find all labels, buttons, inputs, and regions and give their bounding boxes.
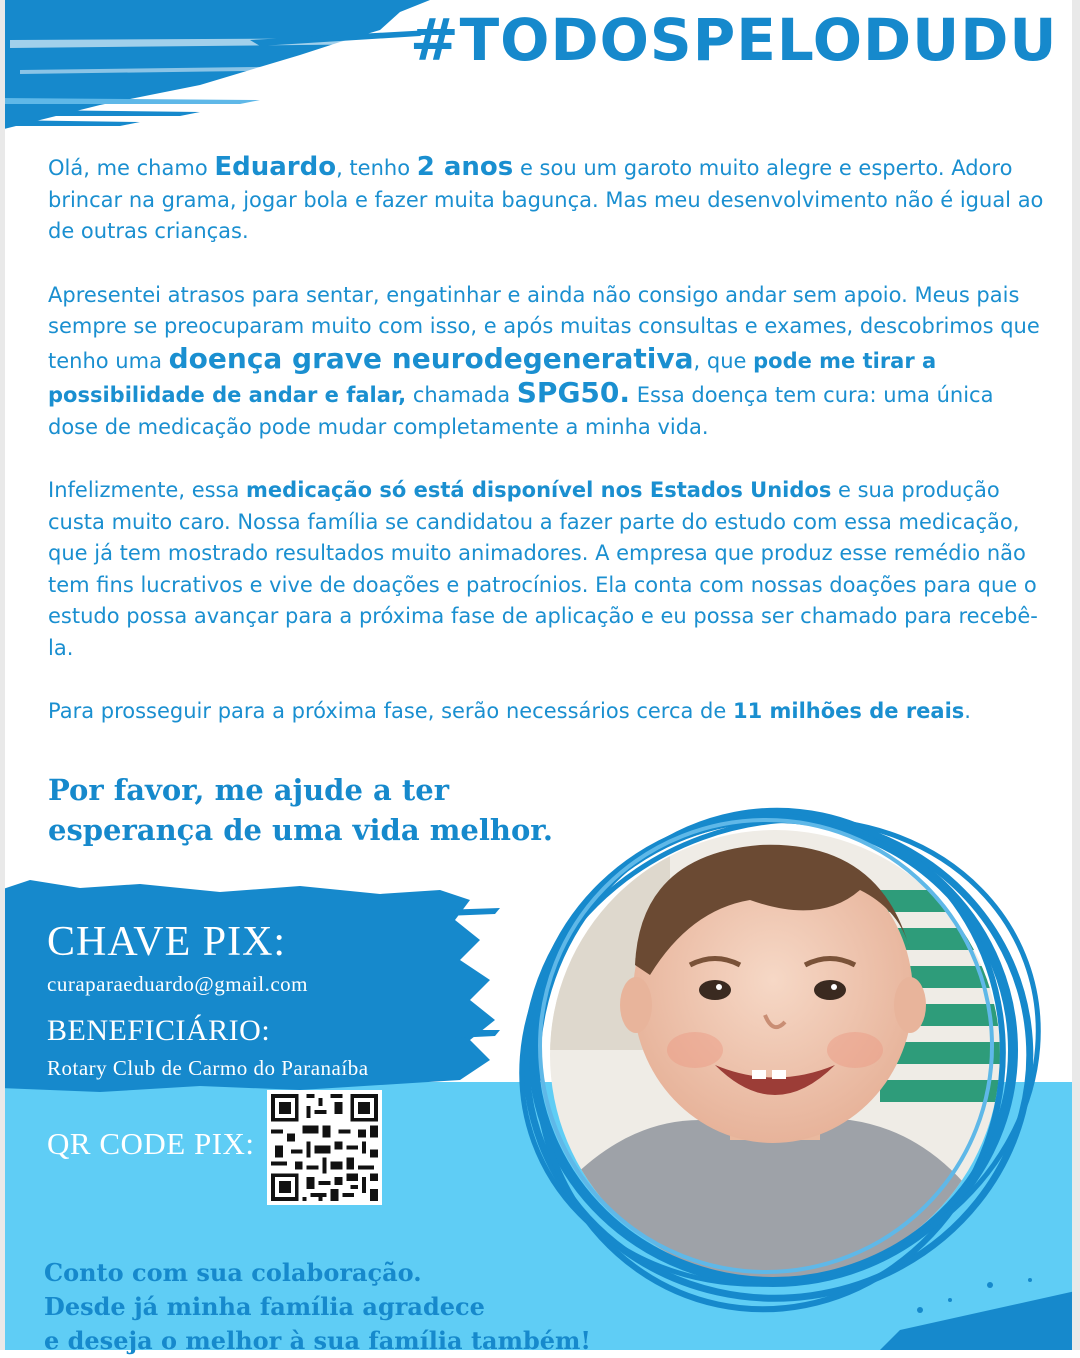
text-span: Olá, me chamo bbox=[48, 156, 215, 180]
pix-key-email[interactable]: curaparaeduardo@gmail.com bbox=[47, 972, 308, 996]
availability-highlight: medicação só está disponível nos Estados Unidos bbox=[246, 478, 832, 502]
beneficiary-title: BENEFICIÁRIO: bbox=[47, 1014, 271, 1047]
brush-speckle-decoration bbox=[880, 1270, 1080, 1350]
text-span: , tenho bbox=[336, 156, 417, 180]
child-name: Eduardo bbox=[214, 152, 337, 182]
pix-title: CHAVE PIX: bbox=[47, 919, 287, 965]
qr-label: QR CODE PIX: bbox=[47, 1126, 255, 1161]
disease-code: SPG50. bbox=[516, 376, 631, 409]
effect-highlight: pode me tirar a possibilidade de andar e falar, bbox=[48, 348, 937, 407]
amount-highlight: 11 milhões de reais bbox=[732, 699, 965, 723]
thanks-line-3: e deseja o melhor à sua família também! bbox=[44, 1326, 591, 1355]
child-portrait-illustration bbox=[490, 760, 1050, 1320]
story-paragraph-2 bbox=[48, 280, 1048, 444]
campaign-hashtag: #TODOSPELODUDU bbox=[410, 6, 1058, 74]
text-span: chamada bbox=[406, 383, 517, 407]
text-span: Para prosseguir para a próxima fase, serão necessários cerca de bbox=[48, 699, 733, 723]
text-span: Apresentei atrasos para sentar, engatinhar e ainda não consigo andar sem apoio. Meus pais sempre se preocuparam muito com isso, e após muitas consultas e exames, descobrimos que tenho uma bbox=[48, 282, 1040, 373]
thanks-line-1: Conto com sua colaboração. bbox=[44, 1258, 422, 1287]
story-text bbox=[48, 152, 1048, 760]
text-span: Essa doença tem cura: uma única dose de medicação pode mudar completamente a minha vida. bbox=[48, 383, 994, 439]
text-span: e sua produção custa muito caro. Nossa família se candidatou a fazer parte do estudo com essa medicação, que já tem mostrado resultados muito animadores. A empresa que produz esse remédio não tem fins lucrativos e vive de doações e patrocínios. Ela conta com nossas doações para que o estudo possa avançar para a próxima fase de aplicação e eu possa ser chamado para recebê-la. bbox=[48, 478, 1038, 660]
beneficiary-name: Rotary Club de Carmo do Paranaíba bbox=[47, 1056, 369, 1080]
child-photo bbox=[490, 760, 1050, 1320]
text-span: Infelizmente, essa bbox=[48, 478, 247, 502]
text-span: . bbox=[964, 699, 971, 723]
text-span: e sou um garoto muito alegre e esperto. Adoro brincar na grama, jogar bola e fazer muita bagunça. Mas meu desenvolvimento não é igual ao de outras crianças. bbox=[48, 156, 1044, 243]
plea-heading: Por favor, me ajude a ter esperança de uma vida melhor. bbox=[48, 773, 554, 847]
story-paragraph-1 bbox=[48, 152, 1048, 248]
text-span: , que bbox=[693, 348, 754, 373]
thanks-line-2: Desde já minha família agradece bbox=[44, 1292, 485, 1321]
disease-highlight: doença grave neurodegenerativa bbox=[168, 341, 694, 375]
child-age: 2 anos bbox=[416, 152, 514, 182]
story-paragraph-3 bbox=[48, 475, 1048, 664]
brush-stroke-decoration bbox=[0, 0, 430, 135]
story-paragraph-4 bbox=[48, 696, 1048, 728]
qr-code-icon[interactable] bbox=[267, 1090, 382, 1205]
